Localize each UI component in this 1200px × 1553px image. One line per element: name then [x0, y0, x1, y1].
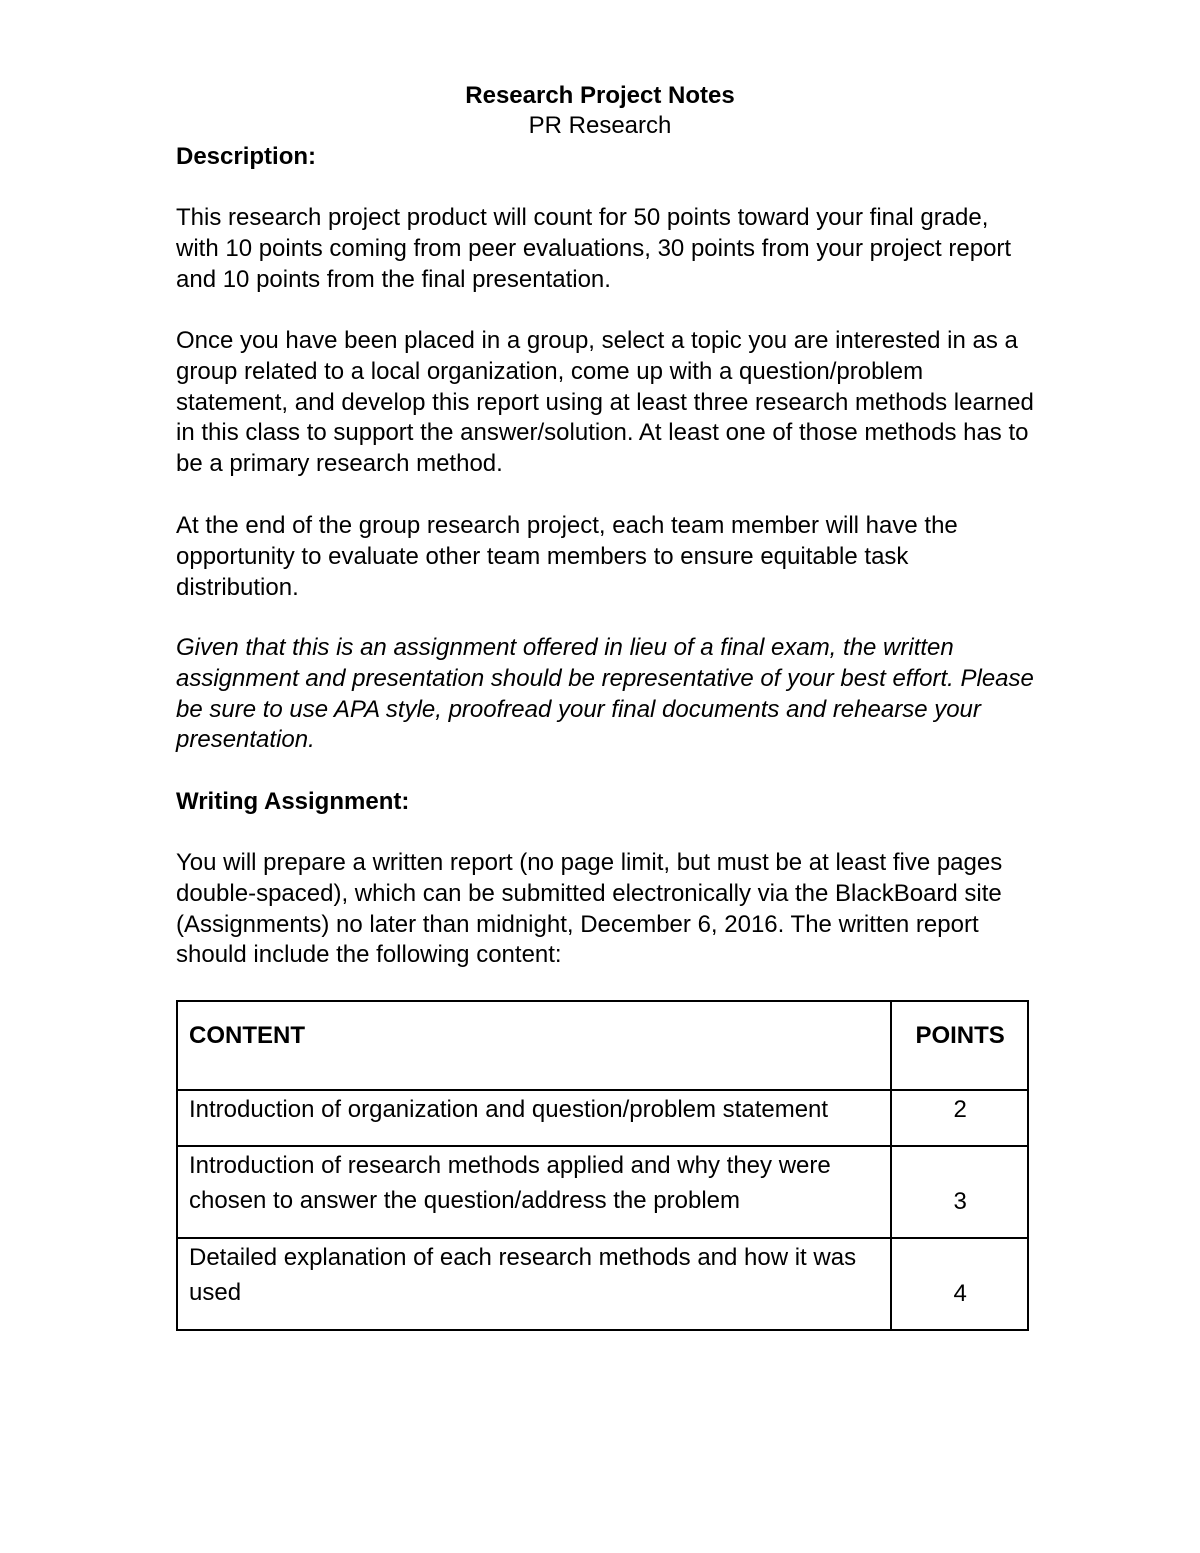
description-paragraph-3: At the end of the group research project, each team member will have the opportunity to evaluate other team members to ensure equitable task distribution.: [176, 512, 958, 601]
content-column-header: CONTENT: [177, 1001, 891, 1090]
writing-assignment-paragraph: You will prepare a written report (no page limit, but must be at least five pages double-spaced), which can be submitted electronically via the BlackBoard site (Assignments) no later than midnight, December 6, 2016. The written report should include the following content:: [176, 849, 1003, 969]
content-cell: Detailed explanation of each research methods and how it was used: [177, 1238, 891, 1330]
table-row: [177, 1146, 1028, 1238]
writing-assignment-heading: Writing Assignment:: [176, 788, 410, 815]
document-subtitle: PR Research: [528, 112, 672, 139]
description-paragraph-2: Once you have been placed in a group, select a topic you are interested in as a group related to a local organization, come up with a question/problem statement, and develop this report using at least three research methods learned in this class to support the answer/solution. At least one of those methods has to be a primary research method.: [176, 327, 1034, 478]
content-cell: Introduction of research methods applied and why they were chosen to answer the question/address the problem: [177, 1146, 891, 1238]
table-row: [177, 1090, 1028, 1146]
description-paragraph-4: Given that this is an assignment offered in lieu of a final exam, the written assignment and presentation should be representative of your best effort. Please be sure to use APA style, proofread your final documents and rehearse your presentation.: [176, 634, 1034, 754]
table-header-row: [177, 1001, 1028, 1090]
document-title: Research Project Notes: [465, 82, 735, 109]
points-cell: 2: [891, 1090, 1028, 1146]
content-cell: Introduction of organization and question/problem statement: [177, 1090, 891, 1146]
points-cell: 3: [891, 1146, 1028, 1238]
table-row: [177, 1238, 1028, 1330]
content-points-table: [176, 1000, 1029, 1331]
points-cell: 4: [891, 1238, 1028, 1330]
description-paragraph-1: This research project product will count for 50 points toward your final grade, with 10 points coming from peer evaluations, 30 points from your project report and 10 points from the final presentation.: [176, 204, 1012, 293]
points-column-header: POINTS: [891, 1001, 1028, 1090]
description-heading: Description:: [176, 143, 317, 170]
